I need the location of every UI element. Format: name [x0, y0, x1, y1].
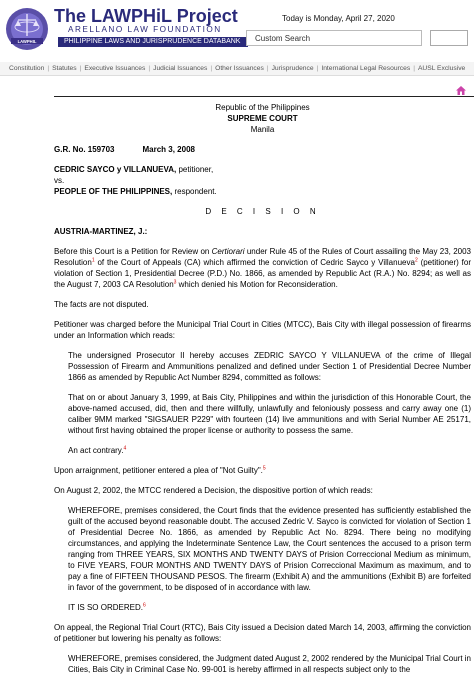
petitioner-role: petitioner,	[176, 165, 214, 174]
court-city: Manila	[250, 125, 275, 134]
paragraph-facts: The facts are not disputed.	[54, 300, 149, 309]
quote-rtc-dispositive: WHEREFORE, premises considered, the Judgment dated August 2, 2002 rendered by the Municipal Trial Court in Cities, Bais City in Criminal Case No. 99-001 is hereby affirmed in all respects subject only to the	[68, 654, 471, 674]
custom-search-input[interactable]: Custom Search	[246, 30, 422, 46]
paragraph-mtcc: On August 2, 2002, the MTCC rendered a Decision, the dispositive portion of which reads:	[54, 486, 373, 495]
republic-line: Republic of the Philippines	[215, 103, 310, 112]
search-button[interactable]	[430, 30, 468, 46]
nav-item-judicial-issuances[interactable]: Judicial Issuances	[153, 65, 208, 72]
nav-separator: |	[148, 65, 151, 72]
paragraph-arraignment	[54, 465, 471, 476]
decision-title: D E C I S I O N	[205, 207, 320, 216]
nav-item-other-issuances[interactable]: Other Issuances	[215, 65, 264, 72]
nav-separator: |	[210, 65, 213, 72]
text-span: (petitioner) for violation of Section 1, Presidential Decree (P.D.) No. 1866, as amended by Republic Act (R.A.) No. 8294; as well as the August 7, 2003 CA Resolution	[54, 258, 471, 289]
text-span: IT IS SO ORDERED.	[68, 603, 143, 612]
site-header	[0, 0, 474, 62]
decision-document	[54, 102, 471, 675]
logo-text: LAWPHIL	[17, 39, 37, 44]
nav-separator: |	[266, 65, 269, 72]
court-name: SUPREME COURT	[227, 114, 298, 123]
quote-so-ordered	[68, 602, 471, 613]
paragraph-intro	[54, 246, 471, 290]
petitioner-name: CEDRIC SAYCO y VILLANUEVA,	[54, 165, 177, 174]
case-number-row	[54, 144, 471, 155]
nav-separator: |	[79, 65, 82, 72]
respondent-name: PEOPLE OF THE PHILIPPINES,	[54, 187, 173, 196]
nav-separator: |	[47, 65, 50, 72]
paragraph-charge: Petitioner was charged before the Municipal Trial Court in Cities (MTCC), Bais City with illegal possession of firearms under an Information which reads:	[54, 320, 471, 340]
footnote-link-6[interactable]: 6	[142, 602, 146, 609]
gr-number: G.R. No. 159703	[54, 145, 115, 154]
footnote-link-5[interactable]: 5	[262, 465, 266, 472]
footnote-link-3[interactable]: 3	[173, 279, 177, 286]
nav-item-international-legal-resources[interactable]: International Legal Resources	[321, 65, 411, 72]
top-nav	[0, 62, 474, 76]
quote-facts: That on or about January 3, 1999, at Bais City, Philippines and within the jurisdiction of this Honorable Court, the above-named accused, did, then and there willfully, unlawfully and feloniously possess and carry away one (1) caliber 9MM marked "SIGSAUER P229" with fourteen (14) live ammunitions and with Serial Number AE 25171, without first having obtained the proper license or authority to possess the same.	[68, 393, 471, 435]
brand-prefix: The	[54, 6, 87, 26]
nav-separator: |	[316, 65, 319, 72]
nav-item-executive-issuances[interactable]: Executive Issuances	[84, 65, 146, 72]
footnote-link-4[interactable]: 4	[123, 445, 127, 452]
italic-certiorari: Certiorari	[211, 247, 245, 256]
footnote-link-1[interactable]: 1	[91, 257, 95, 264]
nav-item-statutes[interactable]: Statutes	[52, 65, 77, 72]
quote-information: The undersigned Prosecutor II hereby accuses ZEDRIC SAYCO Y VILLANUEVA of the crime of Illegal Possession of Firearm and Ammunitions penalized and defined under Section 1 of Presidential Decree Number 1866 as amended by Republic Act Number 8294, committed as follows:	[68, 351, 471, 382]
text-span: An act contrary.	[68, 446, 124, 455]
nav-item-jurisprudence[interactable]: Jurisprudence	[271, 65, 314, 72]
current-date: Today is Monday, April 27, 2020	[282, 14, 395, 23]
databank-strip: PHILIPPINE LAWS AND JURISPRUDENCE DATABANK	[58, 37, 248, 47]
petitioner-line	[54, 164, 471, 175]
quote-contrary	[68, 445, 471, 456]
brand-name: LAWPHiL Project	[91, 6, 238, 26]
respondent-role: respondent.	[172, 187, 217, 196]
text-span: of the Court of Appeals (CA) which affirmed the conviction of Cedric Sayco y Villanueva	[94, 258, 415, 267]
brand-title[interactable]	[54, 6, 238, 27]
header-divider	[54, 96, 474, 97]
lawphil-logo-icon[interactable]	[4, 6, 50, 52]
home-icon[interactable]	[456, 86, 466, 95]
nav-item-ausl-exclusive[interactable]: AUSL Exclusive	[417, 65, 466, 72]
nav-item-constitution[interactable]: Constitution	[9, 65, 45, 72]
ponente-name: AUSTRIA-MARTINEZ, J.:	[54, 227, 148, 236]
foundation-name: ARELLANO LAW FOUNDATION	[68, 25, 222, 34]
text-span: under Rule 45 of the Rules of Court assailing the May 23, 2003 Resolution	[54, 247, 471, 267]
ponente	[54, 226, 471, 237]
nav-separator: |	[413, 65, 415, 72]
quote-mtcc-dispositive: WHEREFORE, premises considered, the Court finds that the evidence presented has sufficiently established the guilt of the accused beyond reasonable doubt. The accused Zedric V. Sayco is convicted for violation of Section 1 of Presidential Decree No. 1866, as amended by Republic Act No. 8294. There being no modifying circumstances, and applying the Indeterminate Sentence Law, the Court sentences the accused to a prison term ranging from THREE YEARS, SIX MONTHS AND TWENTY DAYS of Prision Correccional Medium as minimum, to FIVE YEARS, FOUR MONTHS AND TWENTY DAYS of Prision Correccional Maximum as maximum, and to pay a fine of FIFTEEN THOUSAND PESOS. The firearm (Exhibit A) and the ammunitions (Exhibit B) are forfeited in favor of the government, to be disposed of in accordance with law.	[68, 506, 471, 592]
paragraph-appeal: On appeal, the Regional Trial Court (RTC), Bais City issued a Decision dated March 14, 2003, affirming the conviction of petitioner but lowering his penalty as follows:	[54, 623, 471, 643]
footnote-link-2[interactable]: 2	[414, 257, 418, 264]
versus: vs.	[54, 176, 65, 185]
text-span: which denied his Motion for Reconsideration.	[176, 280, 338, 289]
gr-date: March 3, 2008	[142, 145, 195, 154]
respondent-line	[54, 186, 471, 197]
text-span: Before this Court is a Petition for Review on	[54, 247, 212, 256]
text-span: Upon arraignment, petitioner entered a plea of "Not Guilty".	[54, 466, 263, 475]
